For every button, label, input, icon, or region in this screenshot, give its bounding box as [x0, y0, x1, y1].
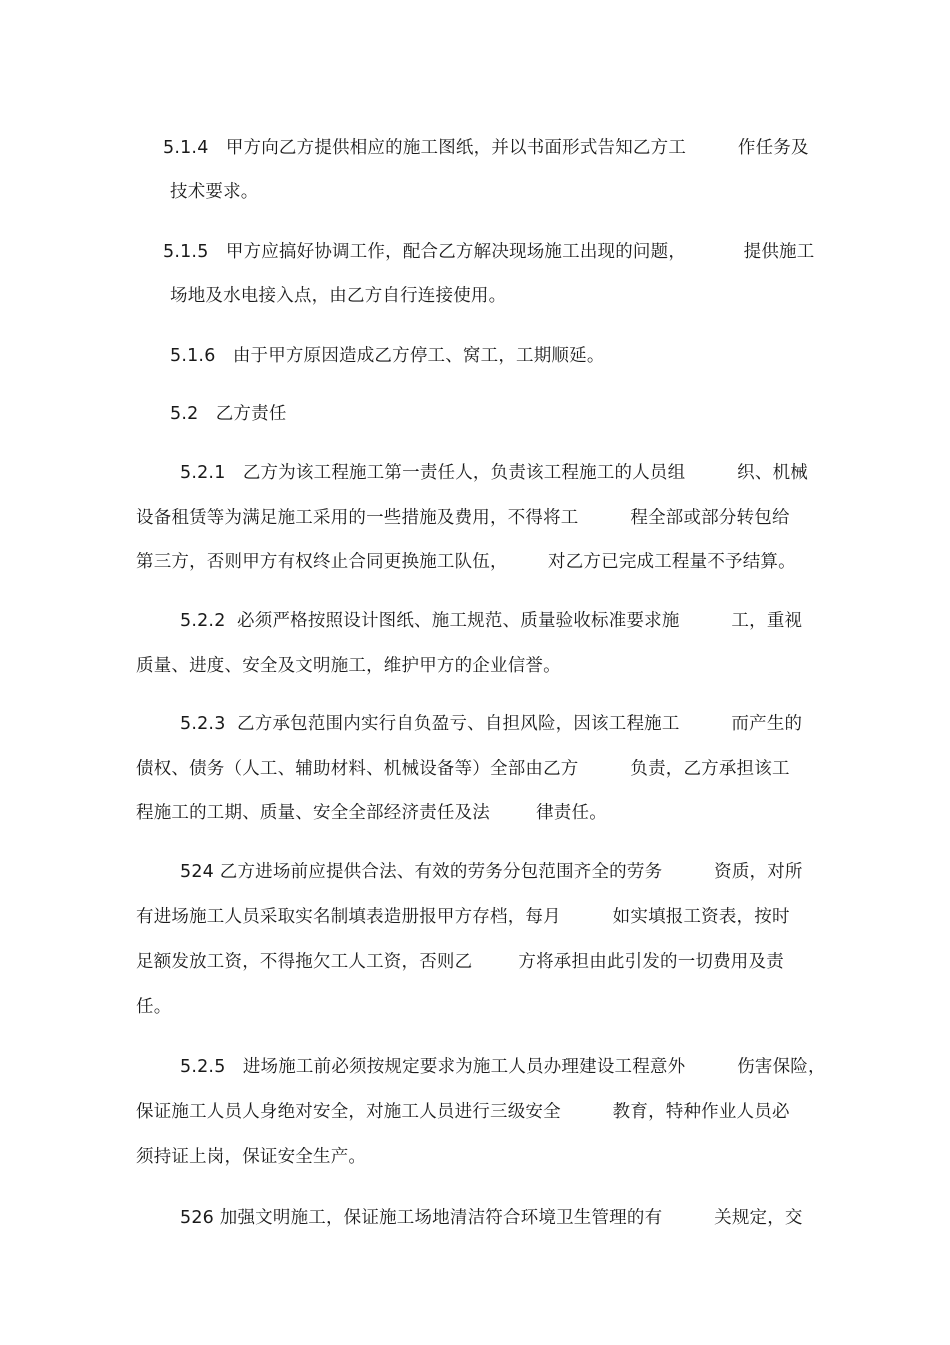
text-line-5-1-5: 5.1.5 甲方应搞好协调工作，配合乙方解决现场施工出现的问题， 提供施工 — [163, 242, 815, 262]
text-line-5-2-5-cont1: 保证施工人员人身绝对安全，对施工人员进行三级安全 教育，特种作业人员必 — [136, 1102, 790, 1122]
text-line-5-2-3-cont1: 债权、债务（人工、辅助材料、机械设备等）全部由乙方 负责，乙方承担该工 — [136, 759, 790, 779]
text-line-5-2-1-cont1: 设备租赁等为满足施工采用的一些措施及费用，不得将工 程全部或部分转包给 — [136, 508, 790, 528]
text-line-5-2-1: 5.2.1 乙方为该工程施工第一责任人，负责该工程施工的人员组 织、机械 — [180, 463, 808, 483]
section-heading-5-2: 5.2 乙方责任 — [170, 404, 287, 424]
text-line-5-2-6: 526 加强文明施工，保证施工场地清洁符合环境卫生管理的有 关规定，交 — [180, 1208, 803, 1228]
text-line-5-2-5-cont2: 须持证上岗，保证安全生产。 — [136, 1147, 367, 1167]
text-line-5-1-4-cont: 技术要求。 — [170, 182, 259, 202]
text-line-5-2-4-cont3: 任。 — [136, 997, 172, 1017]
text-line-5-1-4: 5.1.4 甲方向乙方提供相应的施工图纸，并以书面形式告知乙方工 作任务及 — [163, 138, 809, 158]
text-line-5-2-4-cont2: 足额发放工资，不得拖欠工人工资，否则乙 方将承担由此引发的一切费用及责 — [136, 952, 784, 972]
text-line-5-2-2: 5.2.2 必须严格按照设计图纸、施工规范、质量验收标准要求施 工，重视 — [180, 611, 803, 631]
text-line-5-2-3-cont2: 程施工的工期、质量、安全全部经济责任及法 律责任。 — [136, 803, 607, 823]
text-line-5-1-6: 5.1.6 由于甲方原因造成乙方停工、窝工，工期顺延。 — [170, 346, 605, 366]
text-line-5-2-1-cont2: 第三方，否则甲方有权终止合同更换施工队伍， 对乙方已完成工程量不予结算。 — [136, 552, 796, 572]
text-line-5-2-5: 5.2.5 进场施工前必须按规定要求为施工人员办理建设工程意外 伤害保险， — [180, 1057, 826, 1077]
text-line-5-2-4: 524 乙方进场前应提供合法、有效的劳务分包范围齐全的劳务 资质，对所 — [180, 862, 803, 882]
text-line-5-2-4-cont1: 有进场施工人员采取实名制填表造册报甲方存档，每月 如实填报工资表，按时 — [136, 907, 790, 927]
text-line-5-2-2-cont: 质量、进度、安全及文明施工，维护甲方的企业信誉。 — [136, 656, 561, 676]
text-line-5-2-3: 5.2.3 乙方承包范围内实行自负盈亏、自担风险，因该工程施工 而产生的 — [180, 714, 803, 734]
text-line-5-1-5-cont: 场地及水电接入点，由乙方自行连接使用。 — [170, 286, 507, 306]
